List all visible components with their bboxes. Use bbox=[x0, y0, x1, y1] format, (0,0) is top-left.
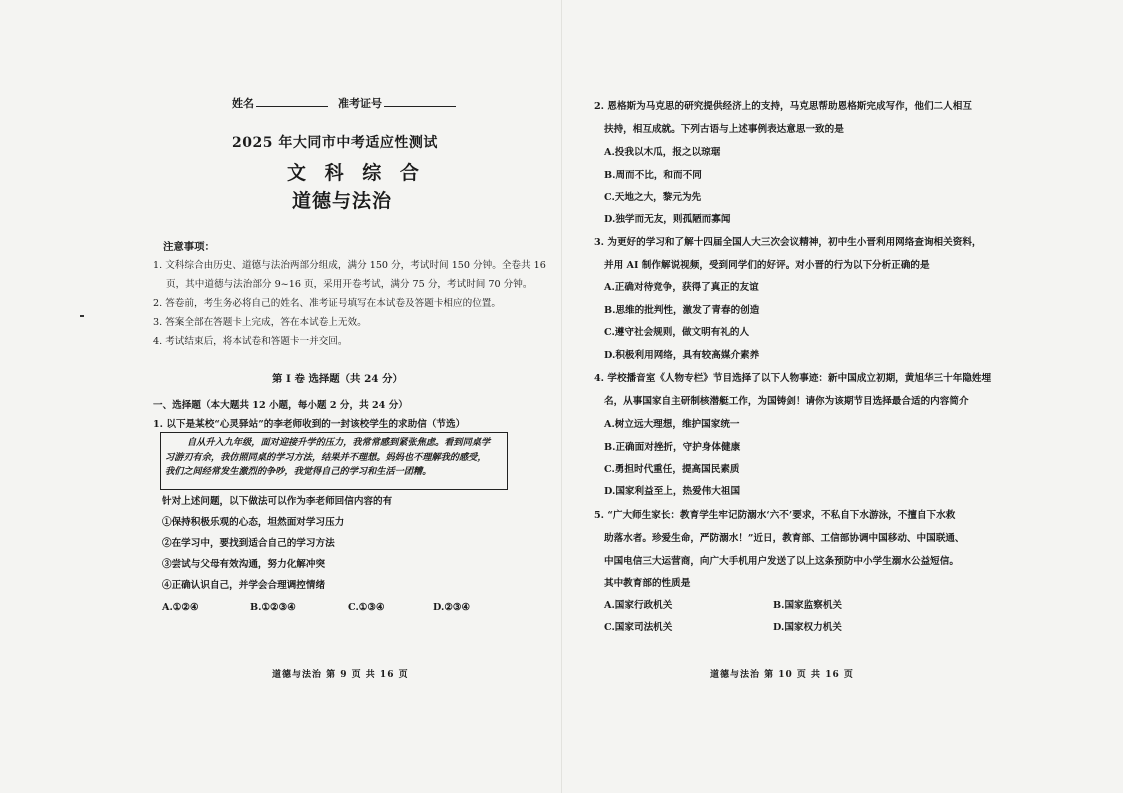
q3-option-c: C.遵守社会规则，做文明有礼的人 bbox=[604, 327, 750, 338]
exam-no-blank bbox=[384, 96, 456, 107]
q5-option-c: C.国家司法机关 bbox=[604, 622, 673, 633]
q5-option-a: A.国家行政机关 bbox=[604, 600, 673, 611]
q2-option-d: D.独学而无友，则孤陋而寡闻 bbox=[604, 214, 731, 225]
q3-stem-line-2: 并用 AI 制作解说视频，受到同学们的好评。对小晋的行为以下分析正确的是 bbox=[604, 260, 930, 271]
q5-option-d: D.国家权力机关 bbox=[773, 622, 842, 633]
q4-option-a: A.树立远大理想，维护国家统一 bbox=[604, 419, 740, 430]
q5-option-b: B.国家监察机关 bbox=[773, 600, 843, 611]
q3-option-a: A.正确对待竞争，获得了真正的友谊 bbox=[604, 282, 759, 293]
subsubject-title: 道德与法治 bbox=[292, 190, 393, 212]
name-field bbox=[232, 95, 328, 111]
page-9 bbox=[0, 0, 561, 793]
q5-stem-line-2: 助落水者。珍爱生命，严防溺水！”近日，教育部、工信部协调中国移动、中国联通、 bbox=[604, 533, 965, 544]
q1-letter-line-2: 习游刃有余，我仿照同桌的学习方法，结果并不理想。妈妈也不理解我的感受， bbox=[165, 451, 487, 463]
scan-speck bbox=[80, 315, 84, 317]
q3-stem-line-1: 3. 为更好的学习和了解十四届全国人大三次会议精神，初中生小晋利用网络查询相关资料， bbox=[594, 237, 982, 248]
notice-line-2: 页，其中道德与法治部分 9~16 页，采用开卷考试，满分 75 分，考试时间 70 分钟。 bbox=[166, 279, 533, 290]
q3-option-b: B.思维的批判性，激发了青春的创造 bbox=[604, 305, 760, 316]
q4-stem-line-1: 4. 学校播音室《人物专栏》节目选择了以下人物事迹：新中国成立初期，黄旭华三十年隐姓埋 bbox=[594, 373, 992, 384]
q2-option-b: B.周而不比，和而不同 bbox=[604, 170, 702, 181]
q1-item-2: ②在学习中，要找到适合自己的学习方法 bbox=[162, 538, 335, 549]
q1-item-4: ④正确认识自己，并学会合理调控情绪 bbox=[162, 580, 326, 591]
exam-no-label: 准考证号 bbox=[338, 97, 382, 110]
q1-option-d: D.②③④ bbox=[433, 602, 471, 613]
q1-letter-line-1: 自从升入九年级，面对迎接升学的压力，我常常感到紧张焦虑。看到同桌学 bbox=[187, 437, 491, 448]
q5-stem-line-3: 中国电信三大运营商，向广大手机用户发送了以上这条预防中小学生溺水公益短信。 bbox=[604, 556, 959, 567]
page-footer-left: 道德与法治 第 9 页 共 16 页 bbox=[272, 670, 409, 680]
page-footer-right: 道德与法治 第 10 页 共 16 页 bbox=[710, 670, 854, 680]
q1-item-3: ③尝试与父母有效沟通，努力化解冲突 bbox=[162, 559, 326, 570]
q2-stem-line-2: 扶持，相互成就。下列古语与上述事例表达意思一致的是 bbox=[604, 124, 844, 135]
q4-option-b: B.正确面对挫折，守护身体健康 bbox=[604, 442, 741, 453]
name-label: 姓名 bbox=[232, 97, 254, 110]
q1-item-1: ①保持积极乐观的心态，坦然面对学习压力 bbox=[162, 517, 345, 528]
q1-prompt: 针对上述问题，以下做法可以作为李老师回信内容的有 bbox=[162, 496, 393, 507]
exam-no-field bbox=[338, 95, 456, 111]
page-10 bbox=[562, 0, 1123, 793]
section-title: 第 Ⅰ 卷 选择题（共 24 分） bbox=[272, 373, 403, 385]
part-title: 一、选择题（本大题共 12 小题，每小题 2 分，共 24 分） bbox=[153, 400, 408, 411]
name-blank bbox=[256, 96, 328, 107]
q4-stem-line-2: 名，从事国家自主研制核潜艇工作，为国铸剑！请你为该期节目选择最合适的内容简介 bbox=[604, 396, 969, 407]
q4-option-c: C.勇担时代重任，提高国民素质 bbox=[604, 464, 740, 475]
notice-title: 注意事项： bbox=[163, 241, 215, 253]
q1-letter-line-3: 我们之间经常发生激烈的争吵，我觉得自己的学习和生活一团糟。 bbox=[165, 466, 432, 477]
notice-line-4: 3. 答案全部在答题卡上完成，答在本试卷上无效。 bbox=[153, 317, 367, 328]
q5-stem-line-1: 5. “广大师生家长：教育学生牢记防溺水‘六不’要求，不私自下水游泳，不擅自下水救 bbox=[594, 510, 956, 521]
exam-title: 2025 年大同市中考适应性测试 bbox=[232, 135, 438, 151]
q1-option-b: B.①②③④ bbox=[250, 602, 296, 613]
q2-option-c: C.天地之大，黎元为先 bbox=[604, 192, 702, 203]
notice-line-3: 2. 答卷前，考生务必将自己的姓名、准考证号填写在本试卷及答题卡相应的位置。 bbox=[153, 298, 501, 309]
notice-line-1: 1. 文科综合由历史、道德与法治两部分组成，满分 150 分，考试时间 150 分钟。全卷共 16 bbox=[153, 260, 546, 271]
q5-stem-line-4: 其中教育部的性质是 bbox=[604, 578, 691, 589]
q1-option-c: C.①③④ bbox=[348, 602, 385, 613]
q2-stem-line-1: 2. 恩格斯为马克思的研究提供经济上的支持，马克思帮助恩格斯完成写作，他们二人相互 bbox=[594, 101, 972, 112]
q1-option-a: A.①②④ bbox=[162, 602, 199, 613]
q3-option-d: D.积极利用网络，具有较高媒介素养 bbox=[604, 350, 760, 361]
subject-title: 文 科 综 合 bbox=[287, 162, 425, 184]
notice-line-5: 4. 考试结束后，将本试卷和答题卡一并交回。 bbox=[153, 336, 348, 347]
q2-option-a: A.投我以木瓜，报之以琼琚 bbox=[604, 147, 721, 158]
q1-stem: 1. 以下是某校“心灵驿站”的李老师收到的一封该校学生的求助信（节选） bbox=[153, 419, 466, 430]
q4-option-d: D.国家利益至上，热爱伟大祖国 bbox=[604, 486, 741, 497]
q1-letter-box bbox=[160, 432, 508, 490]
